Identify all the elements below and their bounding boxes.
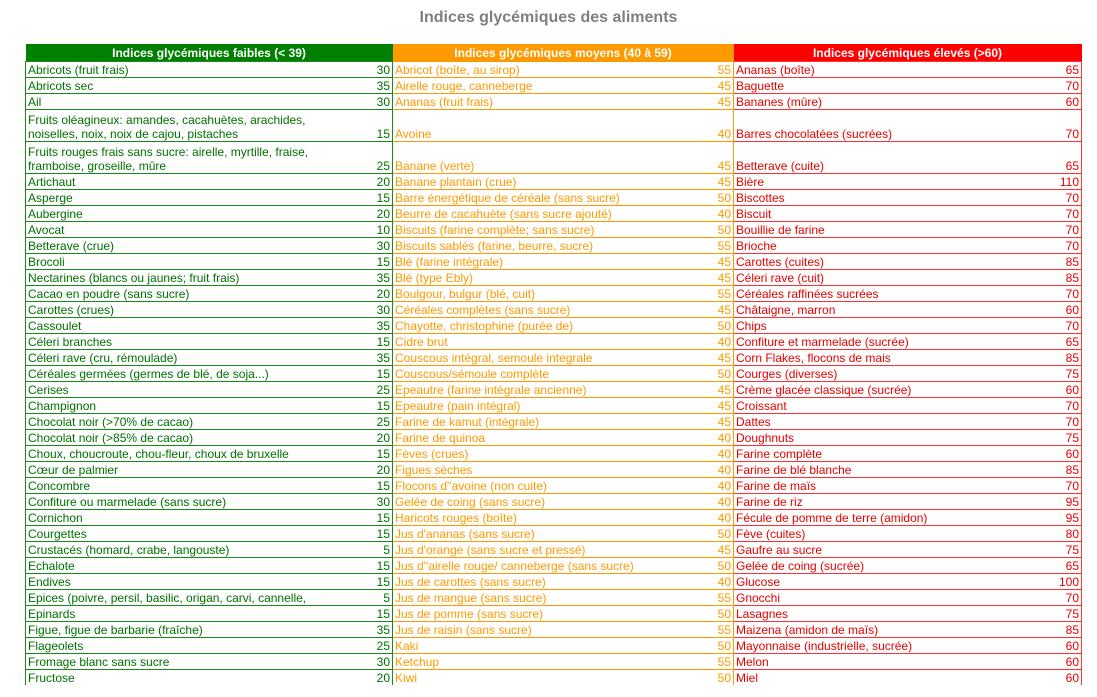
table-row: [26, 382, 1082, 398]
food-name-low: Carottes (crues): [26, 302, 359, 318]
gi-value-low: 5: [359, 590, 393, 606]
food-name-high: Biscottes: [734, 190, 1042, 206]
food-name-high: Fécule de pomme de terre (amidon): [734, 510, 1042, 526]
food-name-low: Fromage blanc sans sucre: [26, 654, 359, 670]
food-name-mid: Farine de kamut (intégrale): [393, 414, 689, 430]
gi-value-low: 10: [359, 222, 393, 238]
food-name-low: Flageolets: [26, 638, 359, 654]
food-name-mid: Céréales complètes (sans sucre): [393, 302, 689, 318]
gi-value-mid: 45: [689, 414, 734, 430]
gi-value-mid: 40: [689, 478, 734, 494]
food-name-high: Barres chocolatées (sucrées): [734, 110, 1042, 142]
table-row: [26, 110, 1082, 142]
gi-value-mid: 55: [689, 590, 734, 606]
food-name-mid: Chayotte, christophine (purée de): [393, 318, 689, 334]
food-name-mid: Jus de pomme (sans sucre): [393, 606, 689, 622]
table-row: [26, 174, 1082, 190]
food-name-mid: Banane (verte): [393, 142, 689, 174]
gi-value-high: 65: [1042, 558, 1082, 574]
table-row: [26, 542, 1082, 558]
gi-value-mid: 55: [689, 238, 734, 254]
table-row: [26, 366, 1082, 382]
gi-value-mid: 45: [689, 270, 734, 286]
gi-value-low: 30: [359, 302, 393, 318]
gi-value-high: 110: [1042, 174, 1082, 190]
food-name-mid: Figues sèches: [393, 462, 689, 478]
food-name-low: Fruits oléagineux: amandes, cacahuètes, arachides, noiselles, noix, noix de cajou, pistaches: [26, 110, 359, 142]
table-row: [26, 78, 1082, 94]
food-name-high: Bouillie de farine: [734, 222, 1042, 238]
food-name-low: Aubergine: [26, 206, 359, 222]
food-name-mid: Banane plantain (crue): [393, 174, 689, 190]
table-row: [26, 62, 1082, 78]
gi-value-low: 15: [359, 478, 393, 494]
gi-value-mid: 50: [689, 638, 734, 654]
food-name-high: Carottes (cuites): [734, 254, 1042, 270]
gi-value-mid: 40: [689, 334, 734, 350]
food-name-high: Bière: [734, 174, 1042, 190]
food-name-high: Chips: [734, 318, 1042, 334]
gi-value-high: 65: [1042, 334, 1082, 350]
food-name-mid: Jus d'ananas (sans sucre): [393, 526, 689, 542]
gi-value-mid: 50: [689, 670, 734, 686]
food-name-low: Choux, choucroute, chou-fleur, choux de bruxelle: [26, 446, 359, 462]
food-name-high: Baguette: [734, 78, 1042, 94]
gi-value-mid: 45: [689, 350, 734, 366]
gi-value-low: 5: [359, 542, 393, 558]
food-name-mid: Farine de quinoa: [393, 430, 689, 446]
gi-value-high: 60: [1042, 302, 1082, 318]
food-name-low: Brocoli: [26, 254, 359, 270]
food-name-low: Céréales germées (germes de blé, de soja...): [26, 366, 359, 382]
gi-value-mid: 50: [689, 558, 734, 574]
gi-value-mid: 50: [689, 606, 734, 622]
gi-value-mid: 45: [689, 94, 734, 110]
food-name-high: Céleri rave (cuit): [734, 270, 1042, 286]
food-name-mid: Gelée de coing (sans sucre): [393, 494, 689, 510]
gi-value-low: 20: [359, 462, 393, 478]
gi-value-mid: 45: [689, 174, 734, 190]
gi-value-high: 70: [1042, 110, 1082, 142]
table-row: [26, 254, 1082, 270]
food-name-high: Melon: [734, 654, 1042, 670]
food-name-mid: Boulgour, bulgur (blé, cuit): [393, 286, 689, 302]
gi-value-mid: 45: [689, 398, 734, 414]
food-name-high: Dattes: [734, 414, 1042, 430]
food-name-low: Abricots sec: [26, 78, 359, 94]
gi-value-low: 30: [359, 62, 393, 78]
gi-value-high: 70: [1042, 286, 1082, 302]
gi-value-low: 15: [359, 398, 393, 414]
gi-value-high: 85: [1042, 270, 1082, 286]
food-name-low: Confiture ou marmelade (sans sucre): [26, 494, 359, 510]
food-name-mid: Blé (farine intégrale): [393, 254, 689, 270]
gi-value-mid: 55: [689, 622, 734, 638]
page-title: Indices glycémiques des aliments: [419, 9, 678, 26]
table-row: [26, 462, 1082, 478]
gi-value-high: 75: [1042, 542, 1082, 558]
food-name-mid: Ananas (fruit frais): [393, 94, 689, 110]
food-name-high: Doughnuts: [734, 430, 1042, 446]
table-row: [26, 206, 1082, 222]
gi-value-high: 60: [1042, 94, 1082, 110]
food-name-mid: Beurre de cacahuète (sans sucre ajouté): [393, 206, 689, 222]
gi-value-high: 70: [1042, 206, 1082, 222]
food-name-low: Artichaut: [26, 174, 359, 190]
food-name-high: Gelée de coing (sucrée): [734, 558, 1042, 574]
food-name-high: Farine de maïs: [734, 478, 1042, 494]
table-row: [26, 510, 1082, 526]
table-row: [26, 494, 1082, 510]
food-name-high: Châtaigne, marron: [734, 302, 1042, 318]
gi-value-low: 30: [359, 494, 393, 510]
food-name-mid: Jus de mangue (sans sucre): [393, 590, 689, 606]
gi-value-mid: 40: [689, 206, 734, 222]
food-name-mid: Epeautre (farine intégrale ancienne): [393, 382, 689, 398]
food-name-low: Cornichon: [26, 510, 359, 526]
gi-value-mid: 40: [689, 446, 734, 462]
header-low-gi: Indices glycémiques faibles (< 39): [26, 44, 393, 62]
table-row: [26, 574, 1082, 590]
food-name-mid: Jus d''airelle rouge/ canneberge (sans sucre): [393, 558, 689, 574]
food-name-high: Maizena (amidon de maïs): [734, 622, 1042, 638]
table-row: [26, 222, 1082, 238]
food-name-mid: Biscuits sablés (farine, beurre, sucre): [393, 238, 689, 254]
gi-value-low: 25: [359, 142, 393, 174]
gi-value-mid: 45: [689, 302, 734, 318]
table-row: [26, 286, 1082, 302]
food-name-mid: Couscous intégral, semoule integrale: [393, 350, 689, 366]
gi-value-low: 30: [359, 94, 393, 110]
food-name-low: Abricots (fruit frais): [26, 62, 359, 78]
gi-value-high: 65: [1042, 142, 1082, 174]
food-name-mid: Haricots rouges (boîte): [393, 510, 689, 526]
gi-value-high: 75: [1042, 366, 1082, 382]
gi-value-high: 70: [1042, 590, 1082, 606]
gi-value-mid: 40: [689, 574, 734, 590]
table-row: [26, 670, 1082, 686]
food-name-mid: Jus de raisin (sans sucre): [393, 622, 689, 638]
food-name-high: Confiture et marmelade (sucrée): [734, 334, 1042, 350]
food-name-low: Céleri rave (cru, rémoulade): [26, 350, 359, 366]
gi-value-low: 15: [359, 334, 393, 350]
gi-value-low: 15: [359, 558, 393, 574]
gi-value-mid: 50: [689, 318, 734, 334]
gi-value-high: 70: [1042, 190, 1082, 206]
gi-value-mid: 45: [689, 78, 734, 94]
gi-value-high: 70: [1042, 78, 1082, 94]
gi-value-mid: 40: [689, 494, 734, 510]
gi-value-high: 60: [1042, 446, 1082, 462]
food-name-mid: Cidre brut: [393, 334, 689, 350]
food-name-low: Champignon: [26, 398, 359, 414]
gi-value-low: 15: [359, 446, 393, 462]
gi-value-high: 70: [1042, 318, 1082, 334]
table-row: [26, 414, 1082, 430]
table-row: [26, 526, 1082, 542]
gi-value-low: 35: [359, 270, 393, 286]
food-name-low: Echalote: [26, 558, 359, 574]
food-name-high: Gnocchi: [734, 590, 1042, 606]
header-high-gi: Indices glycémiques élevés (>60): [734, 44, 1082, 62]
food-name-mid: Couscous/sémoule complète: [393, 366, 689, 382]
food-name-high: Farine complète: [734, 446, 1042, 462]
food-name-high: Gaufre au sucre: [734, 542, 1042, 558]
food-name-mid: Barre énergétique de céréale (sans sucre): [393, 190, 689, 206]
food-name-high: Bananes (mûre): [734, 94, 1042, 110]
glycemic-index-table: [25, 44, 1082, 685]
gi-value-high: 60: [1042, 654, 1082, 670]
gi-value-low: 20: [359, 286, 393, 302]
food-name-low: Figue, figue de barbarie (fraîche): [26, 622, 359, 638]
food-name-high: Ananas (boîte): [734, 62, 1042, 78]
table-row: [26, 430, 1082, 446]
gi-value-low: 20: [359, 670, 393, 686]
food-name-low: Fructose: [26, 670, 359, 686]
food-name-low: Ail: [26, 94, 359, 110]
food-name-low: Cassoulet: [26, 318, 359, 334]
gi-value-high: 80: [1042, 526, 1082, 542]
food-name-low: Chocolat noir (>85% de cacao): [26, 430, 359, 446]
table-row: [26, 478, 1082, 494]
gi-value-high: 95: [1042, 494, 1082, 510]
gi-value-low: 15: [359, 190, 393, 206]
table-row: [26, 398, 1082, 414]
food-name-low: Cœur de palmier: [26, 462, 359, 478]
table-row: [26, 654, 1082, 670]
gi-value-low: 25: [359, 414, 393, 430]
food-name-low: Epices (poivre, persil, basilic, origan, carvi, cannelle,: [26, 590, 359, 606]
food-name-mid: Biscuits (farine complète; sans sucre): [393, 222, 689, 238]
gi-value-low: 35: [359, 318, 393, 334]
gi-value-high: 70: [1042, 414, 1082, 430]
gi-value-high: 75: [1042, 606, 1082, 622]
gi-value-high: 85: [1042, 254, 1082, 270]
gi-value-low: 30: [359, 654, 393, 670]
gi-value-low: 25: [359, 638, 393, 654]
food-name-low: Cerises: [26, 382, 359, 398]
gi-value-mid: 55: [689, 286, 734, 302]
gi-value-high: 100: [1042, 574, 1082, 590]
food-name-mid: Airelle rouge, canneberge: [393, 78, 689, 94]
table-row: [26, 334, 1082, 350]
gi-value-low: 15: [359, 110, 393, 142]
food-name-mid: Flocons d''avoine (non cuite): [393, 478, 689, 494]
table-row: [26, 238, 1082, 254]
food-name-low: Endives: [26, 574, 359, 590]
gi-value-low: 30: [359, 238, 393, 254]
gi-value-low: 15: [359, 574, 393, 590]
food-name-high: Brioche: [734, 238, 1042, 254]
food-name-high: Glucose: [734, 574, 1042, 590]
gi-value-low: 15: [359, 510, 393, 526]
table-row: [26, 302, 1082, 318]
gi-value-mid: 50: [689, 366, 734, 382]
food-name-low: Avocat: [26, 222, 359, 238]
gi-value-low: 20: [359, 430, 393, 446]
gi-value-high: 85: [1042, 462, 1082, 478]
gi-value-low: 35: [359, 78, 393, 94]
table-row: [26, 270, 1082, 286]
gi-value-high: 60: [1042, 638, 1082, 654]
food-name-high: Biscuit: [734, 206, 1042, 222]
gi-value-high: 95: [1042, 510, 1082, 526]
food-name-mid: Epeautre (pain intégral): [393, 398, 689, 414]
gi-value-mid: 50: [689, 222, 734, 238]
food-name-mid: Avoine: [393, 110, 689, 142]
table-row: [26, 190, 1082, 206]
gi-value-low: 15: [359, 366, 393, 382]
food-name-mid: Blé (type Ebly): [393, 270, 689, 286]
gi-value-high: 70: [1042, 478, 1082, 494]
food-name-low: Cacao en poudre (sans sucre): [26, 286, 359, 302]
gi-value-low: 20: [359, 206, 393, 222]
gi-value-high: 70: [1042, 222, 1082, 238]
table-row: [26, 590, 1082, 606]
food-name-high: Céréales raffinées sucrées: [734, 286, 1042, 302]
food-name-mid: Kiwi: [393, 670, 689, 686]
food-name-low: Epinards: [26, 606, 359, 622]
gi-value-high: 75: [1042, 430, 1082, 446]
gi-value-mid: 45: [689, 542, 734, 558]
food-name-high: Courges (diverses): [734, 366, 1042, 382]
food-name-high: Miel: [734, 670, 1042, 686]
table-row: [26, 606, 1082, 622]
gi-value-high: 70: [1042, 238, 1082, 254]
gi-value-mid: 40: [689, 510, 734, 526]
gi-value-high: 60: [1042, 382, 1082, 398]
gi-value-low: 35: [359, 622, 393, 638]
gi-value-high: 85: [1042, 622, 1082, 638]
food-name-low: Céleri branches: [26, 334, 359, 350]
food-name-mid: Jus d'orange (sans sucre et pressé): [393, 542, 689, 558]
table-row: [26, 622, 1082, 638]
food-name-mid: Ketchup: [393, 654, 689, 670]
food-name-low: Nectarines (blancs ou jaunes; fruit frais): [26, 270, 359, 286]
food-name-high: Croissant: [734, 398, 1042, 414]
food-name-mid: Abricot (boîte, au sirop): [393, 62, 689, 78]
gi-value-high: 85: [1042, 350, 1082, 366]
food-name-mid: Kaki: [393, 638, 689, 654]
header-mid-gi: Indices glycémiques moyens (40 à 59): [393, 44, 734, 62]
food-name-low: Concombre: [26, 478, 359, 494]
table-row: [26, 558, 1082, 574]
food-name-high: Corn Flakes, flocons de mais: [734, 350, 1042, 366]
gi-value-mid: 40: [689, 430, 734, 446]
gi-value-mid: 45: [689, 254, 734, 270]
gi-value-mid: 40: [689, 462, 734, 478]
food-name-low: Betterave (crue): [26, 238, 359, 254]
gi-value-mid: 40: [689, 110, 734, 142]
gi-value-mid: 45: [689, 382, 734, 398]
food-name-high: Fève (cuites): [734, 526, 1042, 542]
gi-value-high: 70: [1042, 398, 1082, 414]
gi-value-mid: 45: [689, 142, 734, 174]
food-name-low: Chocolat noir (>70% de cacao): [26, 414, 359, 430]
food-name-high: Lasagnes: [734, 606, 1042, 622]
gi-value-low: 15: [359, 606, 393, 622]
food-name-high: Crème glacée classique (sucrée): [734, 382, 1042, 398]
gi-value-mid: 50: [689, 190, 734, 206]
table-row: [26, 446, 1082, 462]
food-name-high: Farine de blé blanche: [734, 462, 1042, 478]
gi-value-mid: 55: [689, 62, 734, 78]
food-name-low: Fruits rouges frais sans sucre: airelle, myrtille, fraise, framboise, groseille, mûre: [26, 142, 359, 174]
table-body: [26, 62, 1082, 686]
food-name-low: Courgettes: [26, 526, 359, 542]
food-name-mid: Fèves (crues): [393, 446, 689, 462]
food-name-mid: Jus de carottes (sans sucre): [393, 574, 689, 590]
food-name-high: Farine de riz: [734, 494, 1042, 510]
gi-value-high: 65: [1042, 62, 1082, 78]
table-row: [26, 318, 1082, 334]
table-row: [26, 94, 1082, 110]
food-name-high: Mayonnaise (industrielle, sucrée): [734, 638, 1042, 654]
gi-value-low: 20: [359, 174, 393, 190]
gi-value-low: 35: [359, 350, 393, 366]
food-name-low: Asperge: [26, 190, 359, 206]
gi-value-high: 60: [1042, 670, 1082, 686]
gi-value-mid: 55: [689, 654, 734, 670]
gi-value-low: 15: [359, 526, 393, 542]
table-row: [26, 638, 1082, 654]
header-row: [26, 44, 1082, 62]
gi-value-low: 25: [359, 382, 393, 398]
table-row: [26, 350, 1082, 366]
food-name-low: Crustacés (homard, crabe, langouste): [26, 542, 359, 558]
food-name-high: Betterave (cuite): [734, 142, 1042, 174]
table-row: [26, 142, 1082, 174]
gi-value-low: 15: [359, 254, 393, 270]
gi-value-mid: 50: [689, 526, 734, 542]
